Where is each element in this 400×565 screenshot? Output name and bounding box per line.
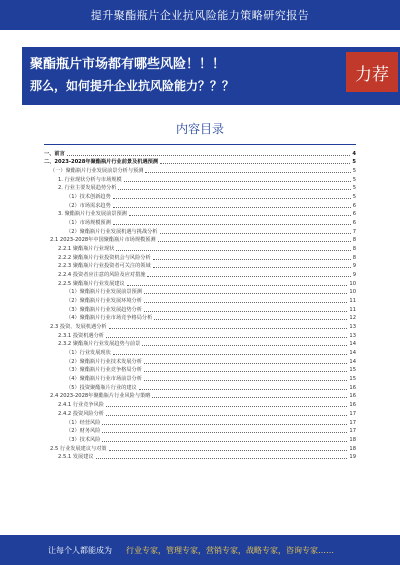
toc-entry-page: 5 [352,176,356,183]
toc-entry-page: 12 [349,315,356,322]
toc-entry[interactable] [44,217,356,226]
toc-entry-title: 2.3 投资、发展机遇分析 [50,324,107,331]
toc-entry-title: 2. 行业主要发展趋势分析 [58,185,117,192]
toc-entry[interactable] [44,330,356,339]
toc-entry-title: 2.4 2023-2028年聚酯瓶片行业风险与策略 [50,393,151,400]
toc-leader-dots [116,250,350,251]
toc-entry[interactable] [44,399,356,408]
toc-entry[interactable] [44,287,356,296]
toc-leader-dots [144,380,347,381]
toc-entry-page: 5 [352,185,356,192]
toc-leader-dots [142,345,347,346]
toc-entry-title: （2）财务风险 [66,428,101,435]
toc-entry-title: 2.5 行业发展建议与对策 [50,445,107,452]
toc-entry-page: 5 [352,168,356,175]
toc-leader-dots [153,267,351,268]
toc-entry[interactable] [44,408,356,417]
toc-entry[interactable] [44,261,356,270]
toc-entry-page: 14 [349,341,356,348]
toc-entry-title: 2.2.2 聚酯瓶片行业投资机会与风险分析 [58,254,151,261]
toc-leader-dots [160,163,350,164]
toc-entry-page: 18 [349,445,356,452]
toc-entry-page: 9 [352,263,356,270]
footer-slogan-right: 行业专家，管理专家，营销专家，战略专家，咨询专家…… [126,545,334,555]
toc-leader-dots [127,285,348,286]
footer-bar [0,535,400,565]
toc-leader-dots [106,406,347,407]
toc-leader-dots [106,415,347,416]
toc-entry-page: 15 [349,367,356,374]
toc-leader-dots [109,328,348,329]
toc-leader-dots [129,215,351,216]
table-of-contents [44,148,356,460]
toc-entry-page: 8 [352,254,356,261]
toc-entry[interactable] [44,278,356,287]
toc-entry-title: （4）聚酯瓶片行业市场前景分析 [66,376,142,383]
toc-leader-dots [109,450,348,451]
toc-leader-dots [102,432,347,433]
toc-entry-title: 2.2.3 聚酯瓶片行业投资者可关注的领域 [58,263,151,270]
toc-entry-title: （2）聚酯瓶片行业发展环境分析 [66,298,142,305]
toc-leader-dots [144,311,347,312]
toc-entry[interactable] [44,391,356,400]
toc-entry-title: （2）聚酯瓶片行业发展机遇与挑战分析 [66,228,158,235]
toc-entry[interactable] [44,191,356,200]
toc-entry-page: 7 [352,228,356,235]
toc-entry-page: 6 [352,211,356,218]
toc-entry[interactable] [44,226,356,235]
toc-entry[interactable] [44,417,356,426]
toc-leader-dots [118,189,350,190]
toc-leader-dots [106,337,347,338]
toc-leader-dots [147,276,350,277]
toc-leader-dots [144,302,347,303]
toc-divider [44,144,356,145]
toc-entry-title: 3. 聚酯瓶片行业发展前景预测 [58,211,127,218]
toc-entry[interactable] [44,365,356,374]
toc-entry-title: 2.4.2 投资风险分析 [58,410,104,417]
toc-entry[interactable] [44,426,356,435]
toc-entry-title: （4）聚酯瓶片行业市场竞争格局分析 [66,315,153,322]
toc-entry-page: 13 [349,332,356,339]
toc-entry[interactable] [44,313,356,322]
toc-entry[interactable] [44,304,356,313]
toc-leader-dots [144,371,347,372]
toc-entry-page: 16 [349,393,356,400]
toc-leader-dots [144,363,347,364]
toc-leader-dots [113,207,351,208]
toc-entry-page: 15 [349,376,356,383]
toc-entry-title: 2.3.1 投资机遇分析 [58,332,104,339]
toc-entry[interactable] [44,382,356,391]
toc-entry-title: （5）投资聚酯瓶片行业的建议 [66,384,137,391]
report-title: 提升聚酯瓶片企业抗风险能力策略研究报告 [90,9,310,22]
toc-entry[interactable] [44,373,356,382]
toc-entry-title: 一、前言 [44,150,65,157]
toc-entry-title: （1）聚酯瓶片行业发展前景预测 [66,289,142,296]
toc-leader-dots [158,241,351,242]
toc-leader-dots [144,293,347,294]
toc-entry[interactable] [44,339,356,348]
toc-entry[interactable] [44,269,356,278]
toc-entry[interactable] [44,174,356,183]
toc-entry-page: 6 [352,202,356,209]
toc-entry-page: 9 [352,272,356,279]
toc-entry-title: 2.4.1 行业竞争风险 [58,402,104,409]
toc-entry-title: （3）聚酯瓶片行业发展趋势分析 [66,306,142,313]
toc-leader-dots [152,397,347,398]
toc-entry[interactable] [44,157,356,166]
toc-entry-title: （1）经营风险 [66,419,101,426]
toc-entry-page: 16 [349,402,356,409]
toc-entry-title: 2.2.5 聚酯瓶片行业发展建议 [58,280,125,287]
toc-entry[interactable] [44,235,356,244]
toc-entry[interactable] [44,356,356,365]
toc-entry-title: （3）技术风险 [66,436,101,443]
toc-entry-page: 5 [352,159,356,166]
toc-entry-title: （2）市场需求趋势 [66,202,111,209]
toc-entry[interactable] [44,321,356,330]
toc-leader-dots [160,233,351,234]
toc-entry-page: 16 [349,384,356,391]
toc-entry-page: 11 [349,298,356,305]
toc-entry[interactable] [44,443,356,452]
report-header-bar [0,0,400,30]
toc-entry-page: 17 [349,419,356,426]
toc-entry[interactable] [44,252,356,261]
toc-leader-dots [102,424,347,425]
toc-entry[interactable] [44,200,356,209]
toc-entry[interactable] [44,148,356,157]
toc-entry-title: 2.3.2 聚酯瓶片行业发展趋势与前景 [58,341,141,348]
toc-leader-dots [113,198,351,199]
toc-leader-dots [113,224,351,225]
toc-leader-dots [113,354,348,355]
toc-entry[interactable] [44,243,356,252]
toc-leader-dots [139,389,348,390]
toc-entry-page: 5 [352,194,356,201]
toc-entry-page: 8 [352,246,356,253]
toc-leader-dots [124,181,351,182]
logo-text: 力荐 [355,64,389,85]
toc-entry-page: 4 [352,150,356,157]
toc-entry-title: （1）行业发展现状 [66,350,111,357]
toc-entry[interactable] [44,183,356,192]
banner-question-1: 聚酯瓶片市场都有哪些风险！！！ [30,57,226,72]
toc-entry-page: 10 [349,280,356,287]
toc-entry-title: 1. 行业现状分析与市场规模 [58,176,122,183]
footer-slogan-left: 让每个人都能成为 [48,545,112,555]
toc-entry-title: 2.2.1 聚酯瓶片行业现状 [58,246,115,253]
banner-question-2: 那么，如何提升企业抗风险能力？？？ [30,79,235,93]
toc-entry-page: 14 [349,350,356,357]
toc-leader-dots [96,458,348,459]
toc-entry-title: （3）聚酯瓶片行业竞争格局分析 [66,367,142,374]
toc-entry[interactable] [44,165,356,174]
toc-entry[interactable] [44,434,356,443]
toc-leader-dots [102,441,347,442]
toc-entry[interactable] [44,452,356,461]
toc-entry-title: 2.1 2023-2028年中国聚酯瓶片市场规模预测 [50,237,156,244]
toc-entry-page: 17 [349,428,356,435]
toc-entry-title: （1）技术创新趋势 [66,194,111,201]
toc-entry-page: 17 [349,410,356,417]
toc-entry[interactable] [44,347,356,356]
toc-leader-dots [67,155,351,156]
toc-entry-page: 8 [352,237,356,244]
toc-entry-page: 18 [349,436,356,443]
toc-title: 内容目录 [175,122,224,136]
toc-entry-title: 2.5.1 发展建议 [58,454,94,461]
toc-entry-title: （1）市场规模预测 [66,220,111,227]
toc-entry-title: 2.2.4 投资者应注意的风险及应对措施 [58,272,146,279]
toc-entry-page: 11 [349,306,356,313]
toc-entry-page: 10 [349,289,356,296]
toc-entry[interactable] [44,209,356,218]
toc-entry-title: （一）聚酯瓶片行业发展前景分析与预测 [50,168,144,175]
toc-entry-page: 19 [349,454,356,461]
toc-leader-dots [154,319,347,320]
toc-entry-page: 13 [349,324,356,331]
toc-entry[interactable] [44,295,356,304]
toc-leader-dots [145,172,350,173]
toc-leader-dots [153,259,351,260]
risk-question-banner [22,47,400,105]
toc-entry-page: 6 [352,220,356,227]
recommend-logo [346,52,398,92]
toc-entry-title: （2）聚酯瓶片行业技术发展分析 [66,358,142,365]
toc-entry-page: 14 [349,358,356,365]
toc-entry-title: 二、2023-2028年聚酯瓶片行业前景及机遇预测 [44,159,159,166]
